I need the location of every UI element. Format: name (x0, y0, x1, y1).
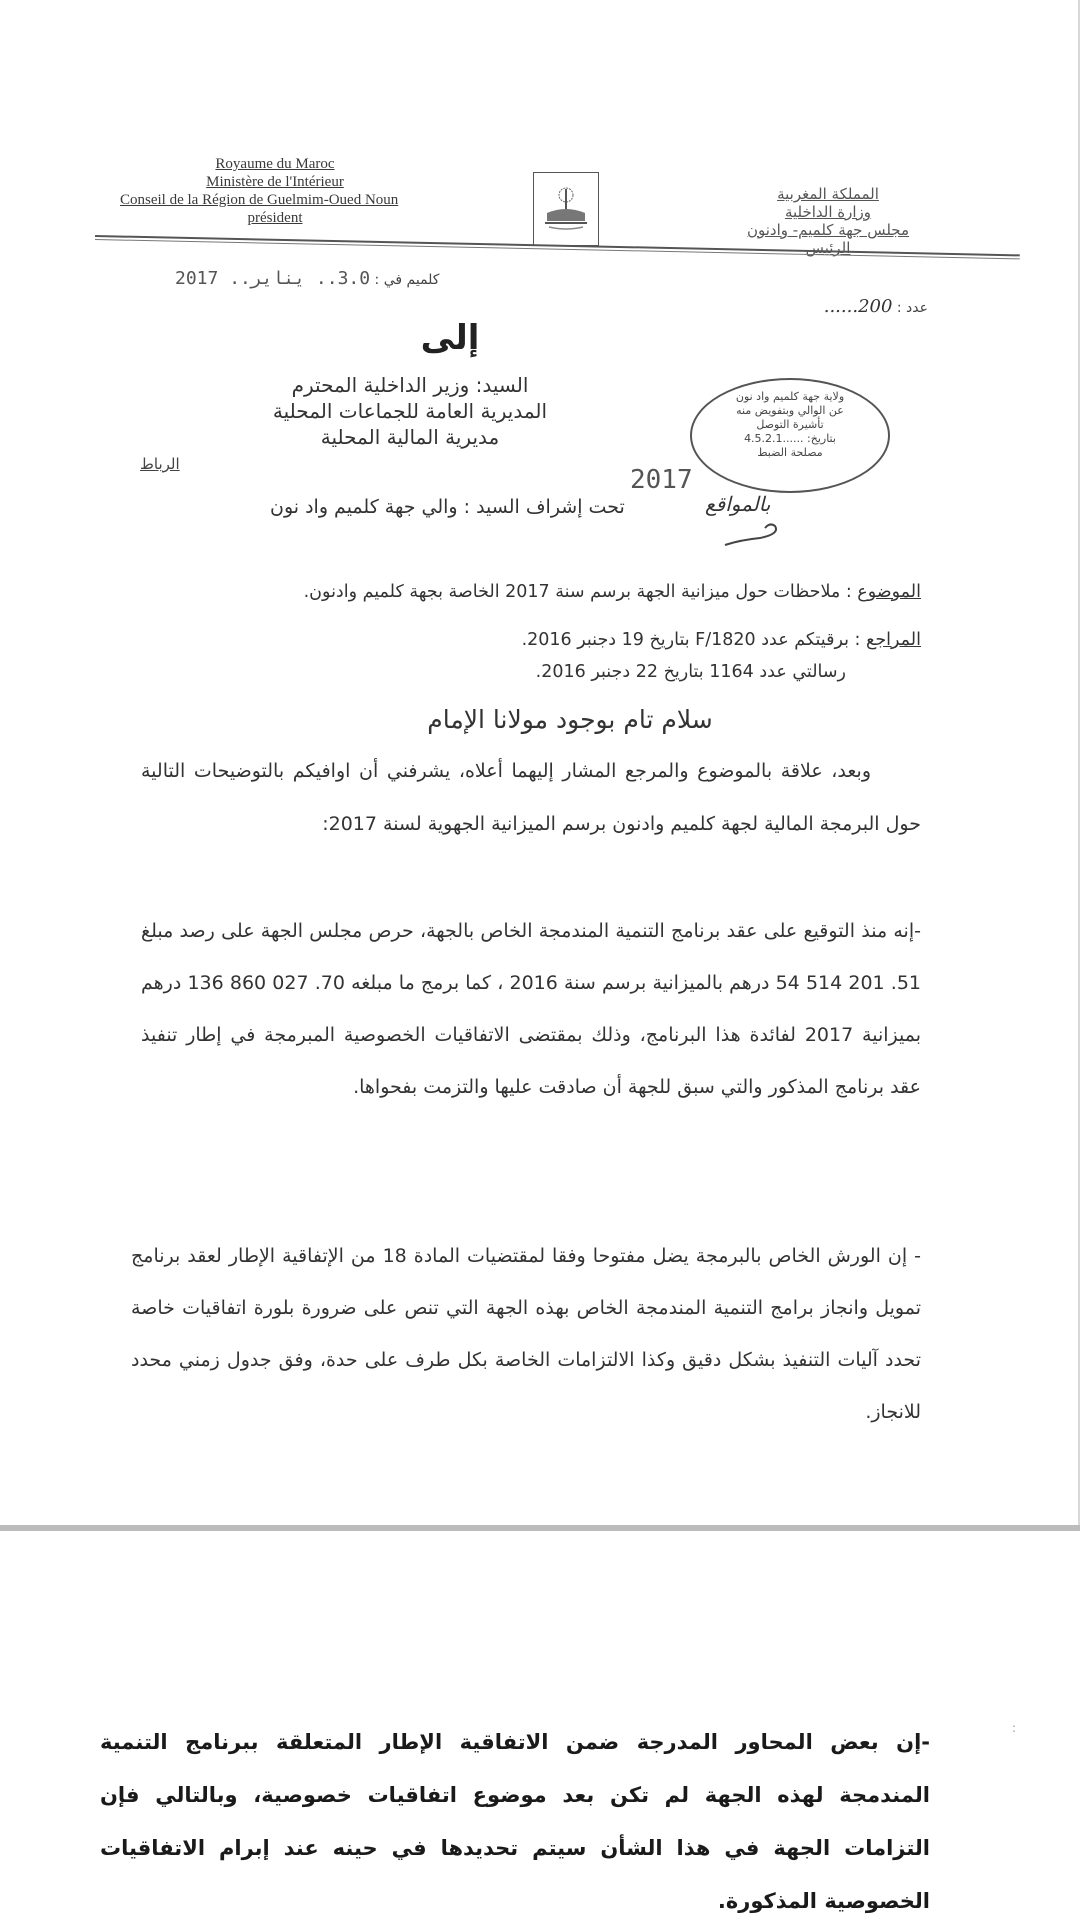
stamp-line: تأشيرة التوصل (756, 418, 824, 431)
french-letterhead (115, 155, 435, 227)
addressee-city: الرباط (140, 455, 180, 473)
salutation: سلام تام بوجود مولانا الإمام (427, 705, 713, 734)
reference-1: : برقيتكم عدد F/1820 بتاريخ 19 دجنبر 2016. (521, 630, 861, 650)
stamp-line: ولاية جهة كلميم واد نون (735, 390, 845, 403)
subject-line (304, 582, 921, 602)
handwritten-annotation: بالمواقع (705, 492, 771, 516)
list-item (131, 1230, 921, 1438)
references-block (522, 624, 921, 688)
document-page-2 (0, 1531, 1080, 1920)
addressee-heading: إلى (420, 318, 480, 358)
french-header-president: président (247, 210, 303, 226)
arabic-header-ministry: وزارة الداخلية (784, 203, 872, 221)
arabic-header-council: مجلس جهة كلميم- وادنون (746, 221, 910, 239)
scan-mark: : (1012, 1721, 1017, 1735)
french-header-ministry: Ministère de l'Intérieur (206, 174, 344, 190)
reference-2: رسالتي عدد 1164 بتاريخ 22 دجنبر 2016. (535, 662, 846, 682)
date-value: 3.0.. يناير.. 2017 (175, 268, 371, 289)
intro-paragraph: وبعد، علاقة بالموضوع والمرجع المشار إليهما أعلاه، يشرفني أن اوافيكم بالتوضيحات التالية حول البرمجة المالية لجهة كلميم وادنون برسم الميزانية الجهوية لسنة 2017: (141, 760, 921, 835)
subject-text: : ملاحظات حول ميزانية الجهة برسم سنة 2017 الخاصة بجهة كلميم وادنون. (303, 582, 852, 602)
letter-reference-number (824, 296, 928, 317)
subject-label: الموضوع (857, 582, 921, 602)
addressee-line: مديرية المالية المحلية (320, 425, 500, 449)
addressee-line: المديرية العامة للجماعات المحلية (272, 399, 548, 423)
list-bullet: - (914, 920, 921, 942)
arabic-header-president: الرئيس (805, 239, 851, 257)
letter-date (175, 268, 439, 289)
french-header-kingdom: Royaume du Maroc (215, 156, 335, 172)
french-header-council: Conseil de la Région de Guelmim-Oued Noun (120, 192, 399, 208)
list-item (141, 905, 921, 1113)
signature-scribble-icon (720, 520, 790, 550)
stamp-line: مصلحة الضبط (757, 446, 823, 459)
date-label: كلميم في : (374, 272, 440, 288)
arabic-header-kingdom: المملكة المغربية (777, 185, 879, 203)
addressee-line: السيد: وزير الداخلية المحترم (291, 373, 529, 397)
stamp-line: بتاريخ: ......4.5.2.1 (744, 432, 836, 445)
arabic-letterhead (708, 185, 948, 257)
list-bullet: - (914, 1245, 921, 1267)
coat-of-arms-icon (533, 172, 599, 246)
stamp-line: عن الوالي وبتفويض منه (736, 404, 844, 417)
list-item-text: إن الورش الخاص بالبرمجة يضل مفتوحا وفقا لمقتضيات المادة 18 من الإتفاقية الإطار لعقد برنامج تمويل وانجاز برامج التنمية المندمجة الخاص بهذه الجهة التي تنص على ضرورة بلورة اتفاقيات خاصة تحدد آليات التنفيذ بشكل دقيق وكذا الالتزامات الخاصة بكل طرف على حدة، وفق جدول زمني محدد للانجاز. (131, 1245, 921, 1423)
addressee-block (240, 372, 580, 450)
list-item (100, 1716, 930, 1928)
supervision-line: تحت إشراف السيد : والي جهة كلميم واد نون (270, 496, 625, 518)
references-label: المراجع (866, 630, 921, 650)
stamp-year: 2017 (630, 465, 693, 495)
ref-label: عدد : (896, 300, 928, 316)
list-bullet: - (921, 1730, 930, 1754)
reception-stamp (690, 378, 890, 493)
list-item-text: إن بعض المحاور المدرجة ضمن الاتفاقية الإطار المتعلقة ببرنامج التنمية المندمجة لهذه الجهة لم تكن بعد موضوع اتفاقيات خصوصية، وبالتالي فإن التزامات الجهة في هذا الشأن سيتم تحديدها في حينه عند إبرام الاتفاقيات الخصوصية المذكورة. (100, 1730, 930, 1913)
ref-value: 200...... (823, 296, 893, 317)
list-item-text: إنه منذ التوقيع على عقد برنامج التنمية المندمجة الخاص بالجهة، حرص مجلس الجهة على رصد مبلغ 51. 201 514 54 درهم بالميزانية برسم سنة 2016 ، كما برمج ما مبلغه 70. 027 860 136 درهم بميزانية 2017 لفائدة هذا البرنامج، وذلك بمقتضى الاتفاقيات الخصوصية المبرمجة في إطار تنفيذ عقد برنامج المذكور والتي سبق للجهة أن صادقت عليها والتزمت بفحواها. (141, 920, 921, 1098)
